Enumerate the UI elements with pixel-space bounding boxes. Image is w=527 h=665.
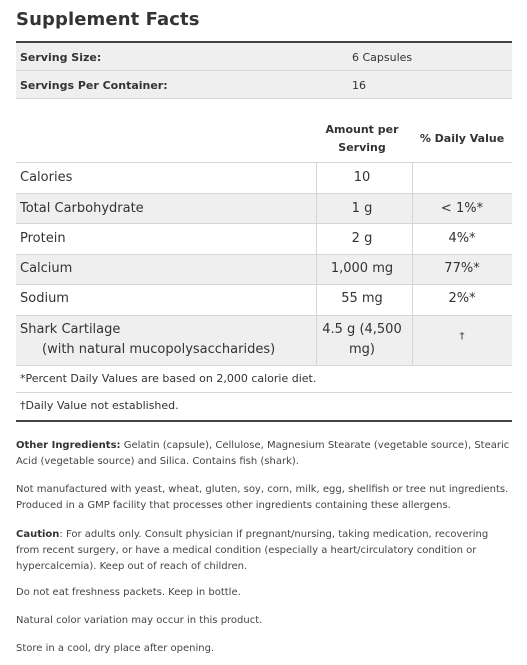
caution-statement bbox=[16, 527, 512, 575]
nutrient-row bbox=[16, 255, 512, 284]
caution-text: : For adults only. Consult physician if pregnant/nursing, taking medication, recovering from recent surgery, or have a medical condition (especially a heart/circulatory condition or hypercalcemia). Keep out of reach of children. bbox=[16, 529, 489, 572]
nutrient-name: Calcium bbox=[20, 261, 73, 276]
nutrient-row bbox=[16, 285, 512, 315]
nutrient-amount: 4.5 g (4,500 bbox=[322, 322, 402, 337]
storage-note: Store in a cool, dry place after opening. bbox=[16, 643, 215, 654]
nutrient-row bbox=[16, 316, 512, 365]
nutrient-name: Total Carbohydrate bbox=[20, 201, 144, 216]
footnote-percent: *Percent Daily Values are based on 2,000 calorie diet. bbox=[20, 372, 317, 385]
footnote-not-established: †Daily Value not established. bbox=[20, 399, 179, 412]
nutrient-amount: 1,000 mg bbox=[330, 261, 394, 276]
column-divider bbox=[316, 163, 317, 365]
nutrient-daily-value: 77%* bbox=[444, 261, 480, 276]
amount-header-line1: Amount per bbox=[325, 123, 399, 136]
color-note: Natural color variation may occur in this product. bbox=[16, 615, 263, 626]
nutrient-daily-value: < 1%* bbox=[440, 201, 484, 216]
other-ingredients bbox=[16, 438, 512, 470]
other-ingredients-label: Other Ingredients: bbox=[16, 440, 121, 451]
nutrient-row bbox=[16, 224, 512, 254]
nutrient-row bbox=[16, 163, 512, 193]
nutrient-name: Calories bbox=[20, 170, 73, 185]
nutrient-daily-value: 2%* bbox=[448, 291, 476, 306]
divider bbox=[16, 392, 512, 393]
serving-size-row bbox=[16, 43, 512, 71]
nutrient-name: Shark Cartilage bbox=[20, 322, 121, 337]
serving-size-label: Serving Size: bbox=[20, 50, 102, 64]
amount-header bbox=[316, 121, 408, 157]
nutrient-amount-line2: mg) bbox=[349, 342, 375, 357]
divider bbox=[16, 365, 512, 366]
servings-per-container-row bbox=[16, 71, 512, 99]
nutrient-daily-value: † bbox=[459, 331, 465, 342]
nutrient-name: Sodium bbox=[20, 291, 69, 306]
allergen-statement: Not manufactured with yeast, wheat, gluten, soy, corn, milk, egg, shellfish or tree nut ingredients. Produced in a GMP facility that processes other ingredients containing these allergens. bbox=[16, 484, 509, 511]
nutrient-amount: 2 g bbox=[351, 231, 373, 246]
servings-per-container-value: 16 bbox=[352, 78, 366, 92]
nutrient-name: Protein bbox=[20, 231, 66, 246]
serving-size-value: 6 Capsules bbox=[352, 50, 413, 64]
caution-label: Caution bbox=[16, 529, 60, 540]
page-title: Supplement Facts bbox=[16, 9, 200, 30]
bottom-rule bbox=[16, 420, 512, 422]
column-divider bbox=[412, 163, 413, 365]
daily-value-header: % Daily Value bbox=[419, 132, 505, 145]
nutrient-daily-value: 4%* bbox=[448, 231, 476, 246]
nutrient-amount: 10 bbox=[353, 170, 371, 185]
nutrient-amount: 55 mg bbox=[341, 291, 383, 306]
other-ingredients-text: Gelatin (capsule), Cellulose, Magnesium Stearate (vegetable source), Stearic Acid (vegetable source) and Silica. Contains fish (shark). bbox=[16, 440, 510, 467]
divider bbox=[16, 98, 512, 99]
nutrient-row bbox=[16, 194, 512, 223]
servings-per-container-label: Servings Per Container: bbox=[20, 78, 168, 92]
nutrient-amount: 1 g bbox=[351, 201, 373, 216]
freshness-note: Do not eat freshness packets. Keep in bottle. bbox=[16, 587, 241, 598]
amount-header-line2: Serving bbox=[338, 141, 386, 154]
nutrient-name-sub: (with natural mucopolysaccharides) bbox=[42, 342, 276, 357]
